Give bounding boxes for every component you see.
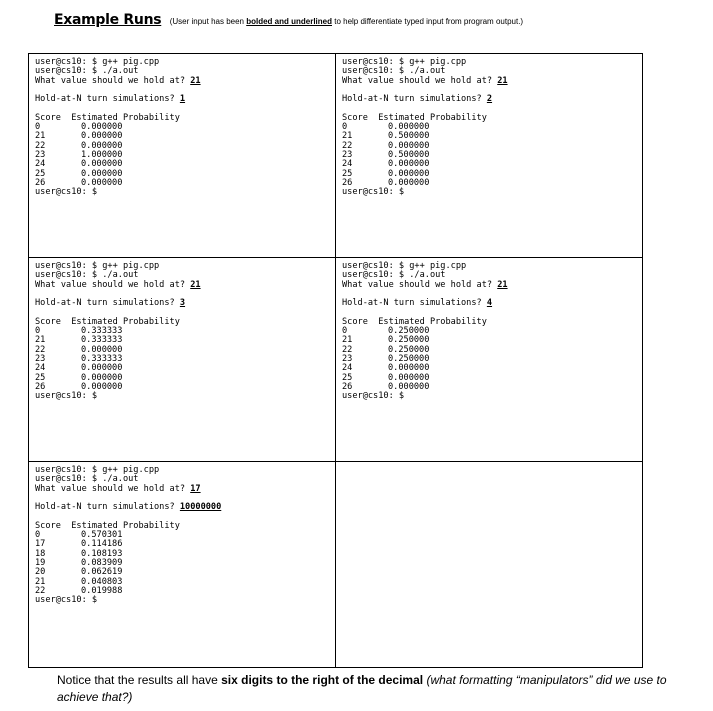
hold-input: 21 [190, 75, 201, 86]
subtitle-after: to help differentiate typed input from program output.) [332, 17, 524, 26]
sim-prompt-line [35, 503, 329, 512]
score-value: 0 [35, 530, 41, 541]
hold-prompt: What value should we hold at? [35, 75, 191, 86]
run-command: user@cs10: $ ./a.out [35, 270, 139, 281]
result-row [35, 355, 329, 364]
table-header: Score Estimated Probability [35, 316, 180, 327]
score-value: 0 [35, 122, 41, 133]
hold-input: 21 [497, 75, 508, 86]
probability-value: 0.570301 [81, 530, 123, 541]
sim-prompt-line [342, 299, 636, 308]
compile-command: user@cs10: $ g++ pig.cpp [35, 261, 160, 271]
hold-input: 17 [190, 483, 201, 494]
probability-value: 0.000000 [388, 177, 430, 188]
header [54, 11, 523, 29]
score-value: 21 [342, 131, 353, 142]
table-header: Score Estimated Probability [35, 520, 180, 531]
probability-value: 0.108193 [81, 548, 123, 559]
probability-value: 0.000000 [388, 122, 430, 133]
probability-value: 0.500000 [388, 149, 430, 160]
end-prompt: user@cs10: $ [342, 391, 405, 402]
run-command: user@cs10: $ ./a.out [35, 474, 139, 485]
end-prompt: user@cs10: $ [342, 187, 405, 198]
note-bold: six digits to the right of the decimal [221, 673, 424, 687]
sim-prompt: Hold-at-N turn simulations? [35, 94, 180, 105]
probability-value: 0.250000 [388, 335, 430, 346]
score-value: 25 [35, 168, 46, 179]
sim-prompt: Hold-at-N turn simulations? [35, 502, 180, 513]
probability-value: 0.062619 [81, 567, 123, 578]
score-value: 23 [35, 149, 46, 160]
result-row [342, 336, 636, 345]
result-row [342, 123, 636, 132]
score-value: 22 [35, 140, 46, 151]
score-value: 26 [35, 381, 46, 392]
result-row [35, 531, 329, 540]
sim-input: 10000000 [179, 502, 222, 513]
run-cell [336, 258, 643, 462]
run-cell [336, 54, 643, 258]
sim-input: 1 [179, 94, 186, 105]
score-value: 22 [342, 140, 353, 151]
result-row [35, 132, 329, 141]
result-row [342, 170, 636, 179]
note-italic: (what formatting “manipulators” did we use to achieve that?) [57, 673, 667, 704]
result-row [342, 151, 636, 160]
result-row [35, 578, 329, 587]
probability-value: 0.000000 [81, 122, 123, 133]
score-value: 21 [35, 131, 46, 142]
hold-prompt-line [342, 281, 636, 290]
score-value: 26 [342, 381, 353, 392]
probability-value: 0.019988 [81, 585, 123, 596]
result-row [35, 346, 329, 355]
compile-command: user@cs10: $ g++ pig.cpp [35, 465, 160, 475]
probability-value: 0.000000 [81, 177, 123, 188]
sim-input: 3 [179, 298, 186, 309]
sim-prompt-line [35, 95, 329, 104]
hold-prompt: What value should we hold at? [35, 279, 191, 290]
score-value: 25 [342, 372, 353, 383]
score-value: 26 [342, 177, 353, 188]
result-row [35, 568, 329, 577]
result-row [342, 160, 636, 169]
score-value: 26 [35, 177, 46, 188]
score-value: 23 [35, 353, 46, 364]
score-value: 25 [342, 168, 353, 179]
probability-value: 0.000000 [388, 372, 430, 383]
score-value: 25 [35, 372, 46, 383]
probability-value: 1.000000 [81, 149, 123, 160]
score-value: 21 [35, 576, 46, 587]
score-value: 22 [35, 344, 46, 355]
run-command: user@cs10: $ ./a.out [342, 270, 446, 281]
terminal-output [35, 262, 329, 401]
note-before: Notice that the results all have [57, 673, 222, 687]
probability-value: 0.333333 [81, 326, 123, 337]
result-row [342, 132, 636, 141]
result-row [35, 160, 329, 169]
probability-value: 0.000000 [81, 381, 123, 392]
score-value: 0 [35, 326, 41, 337]
probability-value: 0.333333 [81, 335, 123, 346]
terminal-output [35, 58, 329, 197]
run-cell [29, 258, 336, 462]
score-value: 24 [35, 363, 46, 374]
score-value: 0 [342, 122, 348, 133]
result-row [35, 336, 329, 345]
probability-value: 0.083909 [81, 557, 123, 568]
run-command: user@cs10: $ ./a.out [342, 66, 446, 77]
terminal-output [342, 262, 636, 401]
score-value: 17 [35, 539, 46, 550]
result-row [35, 123, 329, 132]
end-prompt: user@cs10: $ [35, 187, 98, 198]
compile-command: user@cs10: $ g++ pig.cpp [35, 57, 160, 67]
score-value: 24 [35, 159, 46, 170]
score-value: 22 [35, 585, 46, 596]
sim-prompt: Hold-at-N turn simulations? [342, 94, 487, 105]
sim-prompt-line [35, 299, 329, 308]
score-value: 18 [35, 548, 46, 559]
probability-value: 0.000000 [388, 159, 430, 170]
result-row [342, 327, 636, 336]
empty-cell [336, 462, 643, 668]
probability-value: 0.000000 [81, 344, 123, 355]
probability-value: 0.000000 [81, 363, 123, 374]
result-row [35, 559, 329, 568]
result-row [35, 327, 329, 336]
probability-value: 0.000000 [81, 140, 123, 151]
terminal-output [342, 58, 636, 197]
result-row [342, 355, 636, 364]
score-value: 21 [342, 335, 353, 346]
footnote [57, 672, 677, 706]
sim-prompt: Hold-at-N turn simulations? [342, 298, 487, 309]
result-row [342, 364, 636, 373]
hold-prompt: What value should we hold at? [342, 75, 498, 86]
subtitle [170, 17, 523, 26]
result-row [35, 374, 329, 383]
sim-input: 2 [486, 94, 493, 105]
result-row [342, 374, 636, 383]
result-row [342, 142, 636, 151]
hold-prompt: What value should we hold at? [35, 483, 191, 494]
run-cell [29, 54, 336, 258]
subtitle-emphasis: bolded and underlined [246, 17, 332, 26]
probability-value: 0.000000 [81, 159, 123, 170]
hold-input: 21 [497, 279, 508, 290]
sim-prompt-line [342, 95, 636, 104]
table-header: Score Estimated Probability [342, 316, 487, 327]
result-row [35, 170, 329, 179]
compile-command: user@cs10: $ g++ pig.cpp [342, 57, 467, 67]
score-value: 19 [35, 557, 46, 568]
score-value: 23 [342, 353, 353, 364]
probability-value: 0.500000 [388, 131, 430, 142]
score-value: 21 [35, 335, 46, 346]
hold-prompt-line [35, 485, 329, 494]
run-command: user@cs10: $ ./a.out [35, 66, 139, 77]
result-row [35, 540, 329, 549]
hold-input: 21 [190, 279, 201, 290]
probability-value: 0.000000 [388, 140, 430, 151]
score-value: 0 [342, 326, 348, 337]
probability-value: 0.114186 [81, 539, 123, 550]
score-value: 24 [342, 363, 353, 374]
score-value: 24 [342, 159, 353, 170]
score-value: 23 [342, 149, 353, 160]
page-title: Example Runs [54, 12, 162, 28]
compile-command: user@cs10: $ g++ pig.cpp [342, 261, 467, 271]
hold-prompt-line [342, 77, 636, 86]
table-header: Score Estimated Probability [35, 112, 180, 123]
table-header: Score Estimated Probability [342, 112, 487, 123]
end-prompt: user@cs10: $ [35, 391, 98, 402]
result-row [342, 346, 636, 355]
subtitle-before: (User input has been [169, 17, 247, 26]
probability-value: 0.250000 [388, 326, 430, 337]
run-cell [29, 462, 336, 668]
probability-value: 0.250000 [388, 353, 430, 364]
probability-value: 0.000000 [81, 372, 123, 383]
probability-value: 0.250000 [388, 344, 430, 355]
result-row [35, 550, 329, 559]
hold-prompt-line [35, 77, 329, 86]
probability-value: 0.000000 [388, 363, 430, 374]
probability-value: 0.000000 [81, 168, 123, 179]
result-row [35, 142, 329, 151]
terminal-output [35, 466, 329, 605]
hold-prompt-line [35, 281, 329, 290]
probability-value: 0.000000 [388, 168, 430, 179]
sim-input: 4 [486, 298, 493, 309]
probability-value: 0.000000 [388, 381, 430, 392]
result-row [35, 364, 329, 373]
sim-prompt: Hold-at-N turn simulations? [35, 298, 180, 309]
example-runs-table [28, 53, 643, 668]
hold-prompt: What value should we hold at? [342, 279, 498, 290]
probability-value: 0.000000 [81, 131, 123, 142]
probability-value: 0.040803 [81, 576, 123, 587]
result-row [35, 151, 329, 160]
score-value: 20 [35, 567, 46, 578]
probability-value: 0.333333 [81, 353, 123, 364]
end-prompt: user@cs10: $ [35, 595, 98, 606]
score-value: 22 [342, 344, 353, 355]
